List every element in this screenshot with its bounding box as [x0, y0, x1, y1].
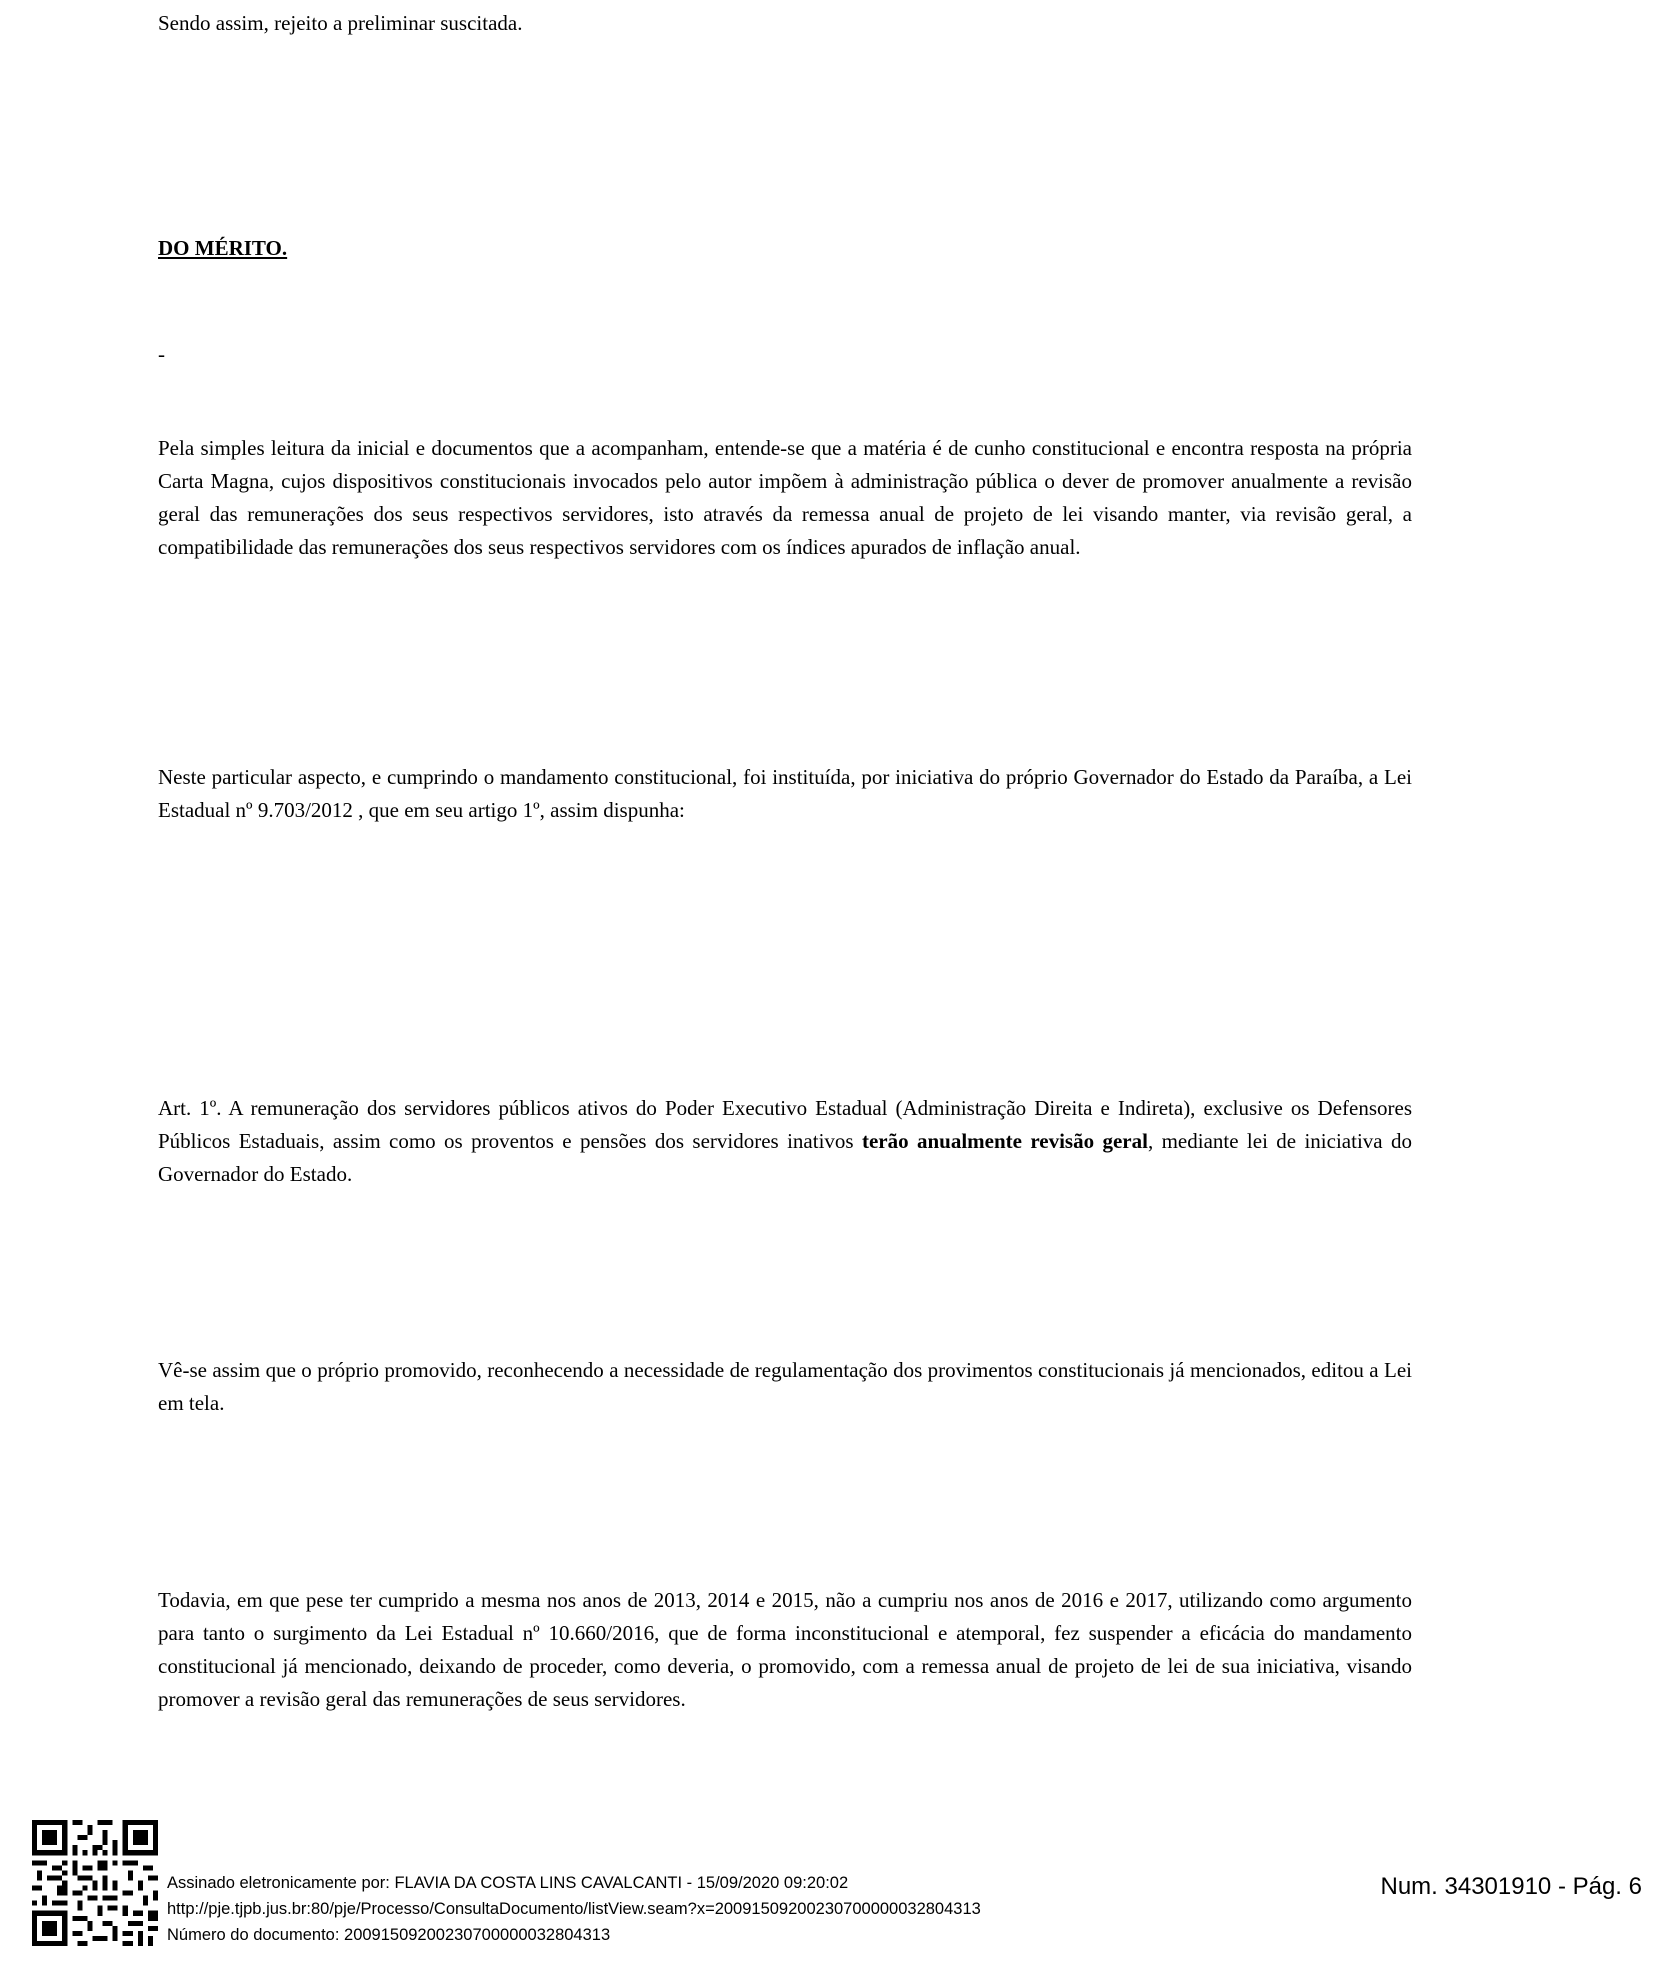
article-1-quote: [158, 1092, 1412, 1191]
intro-paragraph: Sendo assim, rejeito a preliminar suscitada.: [158, 11, 523, 35]
page-number: Num. 34301910 - Pág. 6: [1380, 1873, 1642, 1900]
article-1-text-after: , mediante lei de iniciativa do Governador do Estado.: [158, 1129, 1412, 1186]
dash-marker: -: [158, 342, 165, 366]
paragraph-promovido: Vê-se assim que o próprio promovido, reconhecendo a necessidade de regulamentação dos provimentos constitucionais já mencionados, editou a Lei em tela.: [158, 1358, 1412, 1415]
qr-code-icon: [32, 1820, 158, 1946]
signature-footer: [167, 1870, 981, 1948]
article-1-text-before: Art. 1º. A remuneração dos servidores públicos ativos do Poder Executivo Estadual (Administração Direita e Indireta), exclusive os Defensores Públicos Estaduais, assim como os proventos e pensões dos servidores inativos: [158, 1096, 1412, 1153]
paragraph-lei-9703: Neste particular aspecto, e cumprindo o mandamento constitucional, foi instituída, por iniciativa do próprio Governador do Estado da Paraíba, a Lei Estadual nº 9.703/2012 , que em seu artigo 1º, assim dispunha:: [158, 765, 1412, 822]
signed-by-line: Assinado eletronicamente por: FLAVIA DA COSTA LINS CAVALCANTI - 15/09/2020 09:20:02: [167, 1874, 849, 1892]
section-heading-merito: DO MÉRITO.: [158, 236, 288, 260]
paragraph-constitutional: Pela simples leitura da inicial e documentos que a acompanham, entende-se que a matéria é de cunho constitucional e encontra resposta na própria Carta Magna, cujos dispositivos constitucionais invocados pelo autor impõem à administração pública o dever de promover anualmente a revisão geral das remunerações dos seus respectivos servidores, isto através da remessa anual de projeto de lei visando manter, via revisão geral, a compatibilidade das remunerações dos seus respectivos servidores com os índices apurados de inflação anual.: [158, 436, 1412, 559]
paragraph-todavia: Todavia, em que pese ter cumprido a mesma nos anos de 2013, 2014 e 2015, não a cumpriu nos anos de 2016 e 2017, utilizando como argumento para tanto o surgimento da Lei Estadual nº 10.660/2016, que de forma inconstitucional e atemporal, fez suspender a eficácia do mandamento constitucional já mencionado, deixando de proceder, como deveria, o promovido, com a remessa anual de projeto de lei de sua iniciativa, visando promover a revisão geral das remunerações de seus servidores.: [158, 1588, 1412, 1711]
article-1-bold-text: terão anualmente revisão geral: [861, 1129, 1148, 1153]
document-number: Número do documento: 20091509200230700000032804313: [167, 1926, 611, 1944]
document-url[interactable]: http://pje.tjpb.jus.br:80/pje/Processo/ConsultaDocumento/listView.seam?x=20091509200230700000032804313: [167, 1900, 981, 1918]
